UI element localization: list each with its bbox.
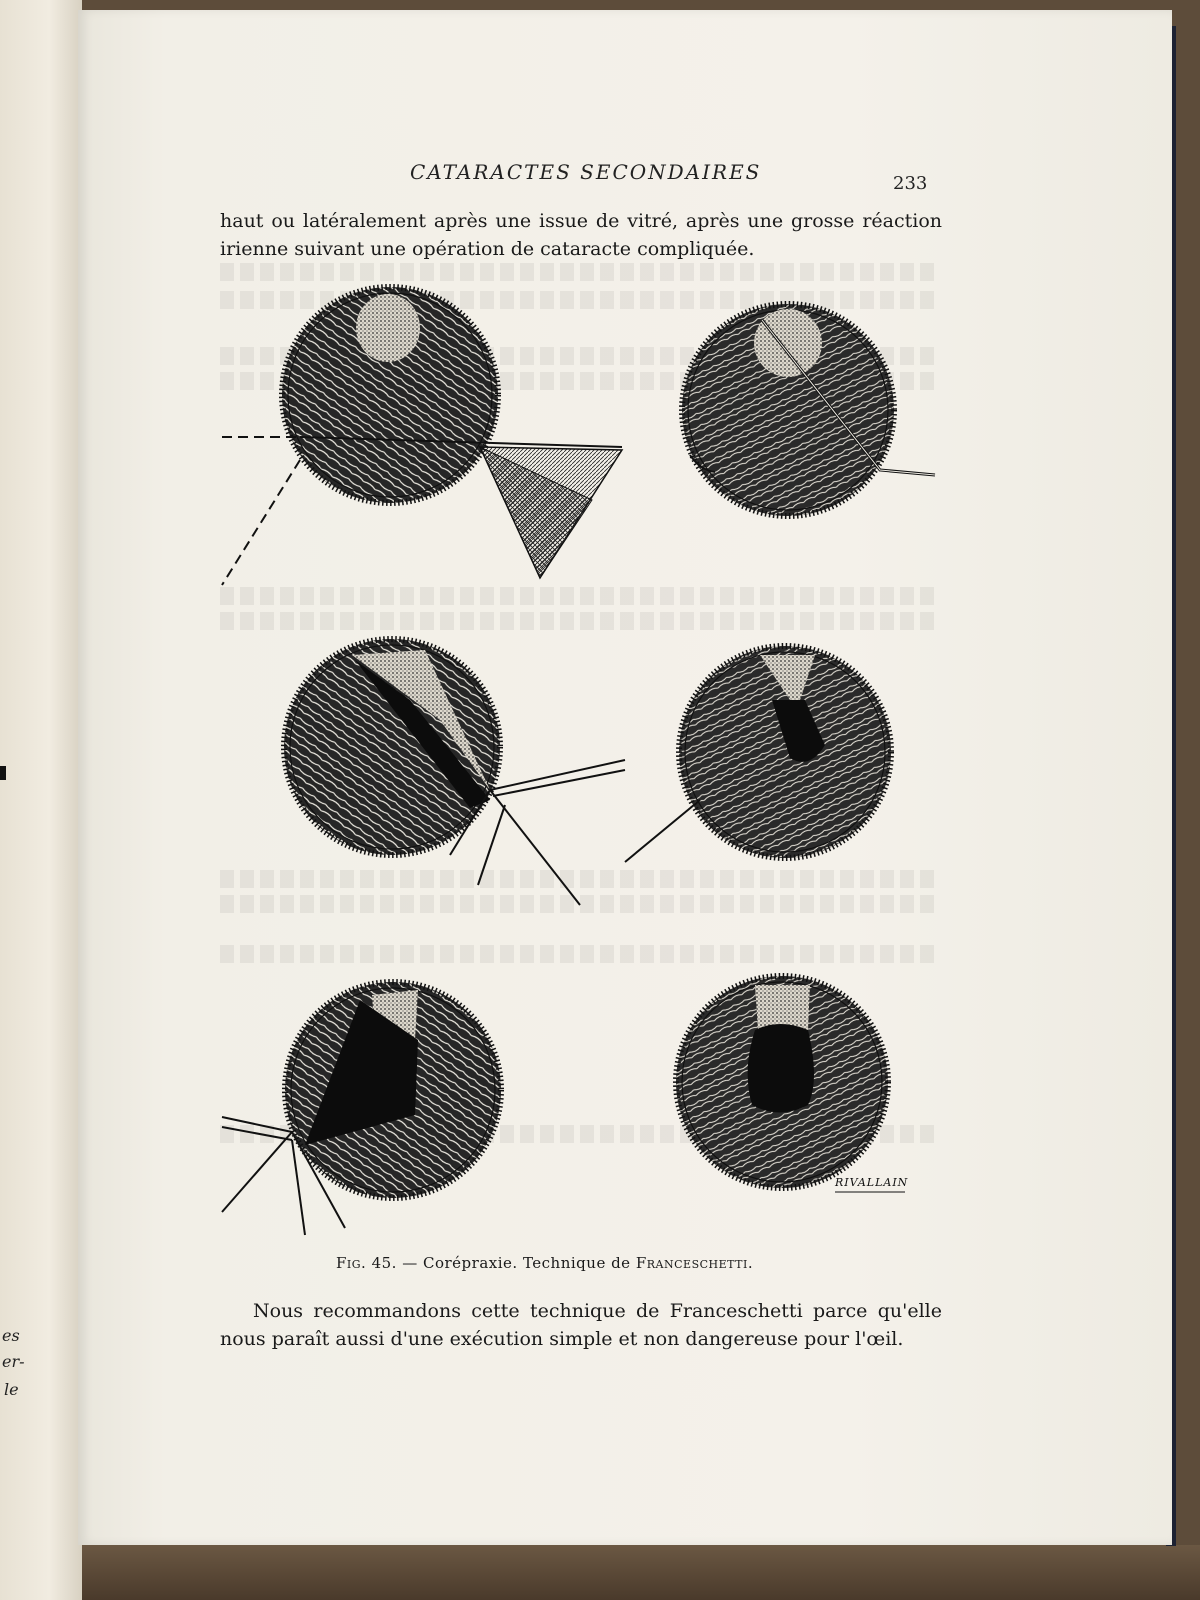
intro-line: irienne suivant une opération de cataracte compliquée. bbox=[220, 238, 755, 260]
left-page-fragment: er- bbox=[2, 1352, 25, 1371]
figure-author: Franceschetti. bbox=[635, 1254, 754, 1272]
eye-2 bbox=[682, 304, 935, 516]
running-title: CATARACTES SECONDAIRES bbox=[410, 160, 762, 184]
illustrator-signature: RIVALLAIN bbox=[835, 1176, 909, 1189]
closing-line: nous paraît aussi d'une exécution simple et non dangereuse pour l'œil. bbox=[220, 1328, 904, 1350]
eye-5 bbox=[222, 982, 501, 1235]
eye-3 bbox=[284, 639, 625, 905]
page-number: 233 bbox=[893, 173, 928, 194]
left-page-fragment: le bbox=[4, 1380, 19, 1399]
intro-line: haut ou latéralement après une issue de vitré, après une grosse réaction bbox=[220, 210, 942, 232]
figure-caption bbox=[336, 1254, 753, 1272]
caption-dash: — bbox=[402, 1254, 418, 1272]
closing-line: Nous recommandons cette technique de Franceschetti parce qu'elle bbox=[253, 1300, 942, 1322]
eye-1 bbox=[222, 287, 622, 585]
eye-6 bbox=[676, 976, 888, 1188]
left-page-fragment: es bbox=[2, 1326, 20, 1345]
eye-4 bbox=[625, 646, 891, 862]
figure-label: Fig. 45. bbox=[336, 1254, 397, 1272]
figure-title: Corépraxie. Technique de bbox=[423, 1254, 631, 1272]
